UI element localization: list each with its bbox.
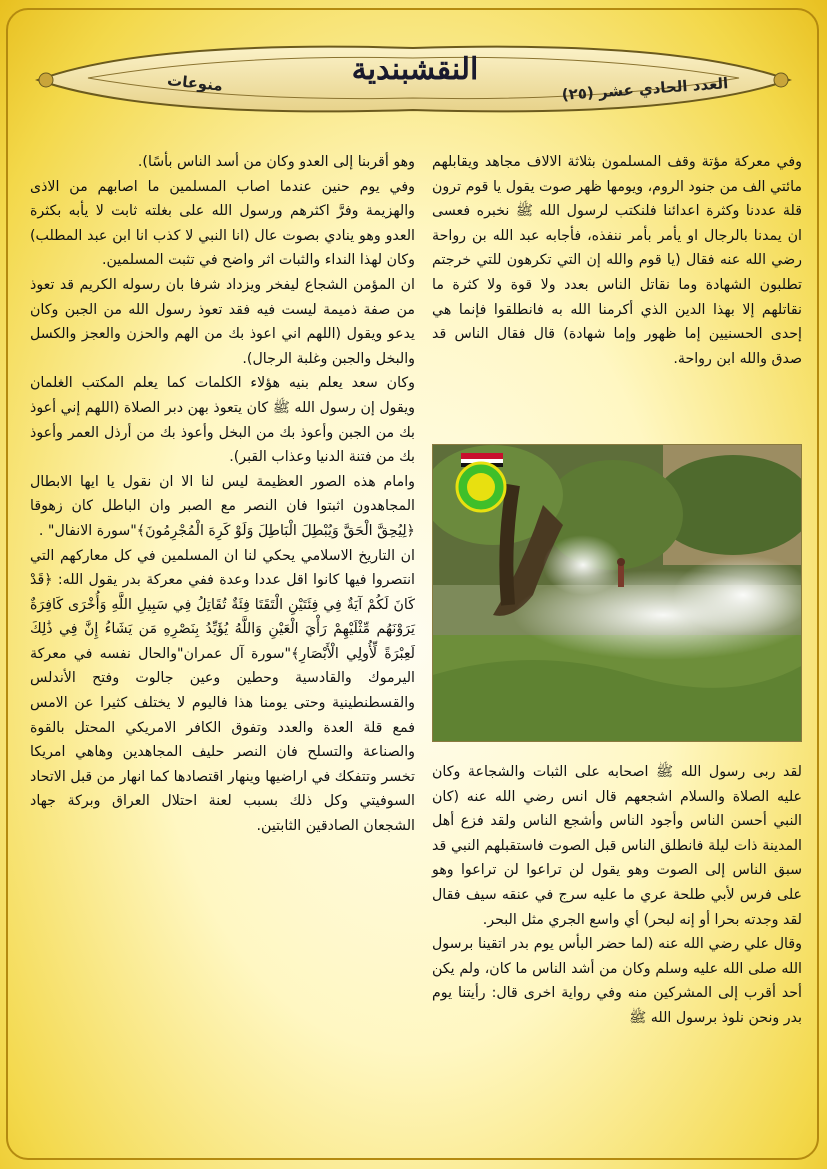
paragraph: وامام هذه الصور العظيمة ليس لنا الا ان نقول يا ايها الابطال المجاهدون اثبتوا فان النصر مع الصبر وان الباطل كان زهوقا ﴿لِيُحِقَّ الْحَقَّ وَيُبْطِلَ الْبَاطِلَ وَلَوْ كَرِهَ الْمُجْرِمُونَ﴾"سورة الانفال" . bbox=[30, 473, 415, 539]
right-column-bottom bbox=[432, 760, 802, 1031]
paragraph: لقد ربى رسول الله ﷺ اصحابه على الثبات والشجاعة وكان عليه الصلاة والسلام اشجعهم قال انس رضي الله عنه (كان النبي أحسن الناس وأجود الناس وأشجع الناس ولقد فزع أهل المدينة ذات ليلة فانطلق الناس قبل الصوت فاستقبلهم النبي قد سبق الناس إلى الصوت وهو يقول لن تراعوا لن تراعوا وهو على فرس لأبي طلحة عري ما عليه سرج في عنقه سيف فقال لقد وجدته بحرا أو إنه لبحر) أي واسع الجري مثل البحر. bbox=[432, 764, 802, 928]
issue-number: العدد الحادي عشر (٢٥) bbox=[561, 74, 729, 104]
paragraph: وهو أقربنا إلى العدو وكان من أسد الناس بأسًا). bbox=[137, 154, 415, 170]
paragraph: وكان سعد يعلم بنيه هؤلاء الكلمات كما يعلم المكتب الغلمان ويقول إن رسول الله ﷺ كان يتعوذ بهن دبر الصلاة (اللهم إني أعوذ بك من الجبن وأعوذ بك من البخل وأعوذ بك من أرذل العمر وأعوذ بك من فتنة الدنيا وعذاب القبر). bbox=[30, 375, 415, 466]
paragraph: وقال علي رضي الله عنه (لما حضر البأس يوم بدر اتقينا برسول الله صلى الله عليه وسلم وكان من أشد الناس ما كان، ولم يكن أحد أقرب إلى المشركين منه وفي رواية اخرى قال: رأيتنا يوم بدر ونحن نلوذ برسول الله ﷺ bbox=[432, 936, 802, 1026]
section-label: منوعات bbox=[166, 71, 224, 95]
forest-smoke-photo-icon bbox=[433, 445, 802, 742]
left-column bbox=[30, 150, 415, 839]
magazine-title: النقشبندية bbox=[351, 52, 479, 87]
paragraph: وفي يوم حنين عندما اصاب المسلمين ما اصابهم من الاذى والهزيمة وفرَّ اكثرهم ورسول الله على بغلته ثابت لا يأبه بكثرة العدو وهو ينادي بصوت عال (انا النبي لا كذب انا ابن عبد المطلب) وكان لهذا النداء والثبات اثر واضح في تثبت المسلمين. bbox=[30, 178, 415, 269]
article-photo bbox=[432, 444, 802, 742]
paragraph: وفي معركة مؤتة وقف المسلمون بثلاثة الالاف مجاهد ويقابلهم مائتي الف من جنود الروم، ويومها ظهر صوت يقول يا قوم ترون قلة عددنا وكثرة اعدائنا فلنكتب لرسول الله ﷺ نخبره فعسى ان يمدنا بالرجال او يأمر بأمر ننفذه، فأجابه عبد الله بن رواحة رضي الله عنه فقال (يا قوم والله إن التي تكرهون للتي خرجتم تطلبون الشهادة وما نقاتل الناس بعدد ولا قوة ولا كثرة ما نقاتلهم إلا بهذا الدين الذي أكرمنا الله به فانطلقوا فإنما هي إحدى الحسنيين إما ظهور وإما شهادة) قال فقال الناس قد صدق والله ابن رواحة. bbox=[432, 154, 802, 367]
paragraph: ان التاريخ الاسلامي يحكي لنا ان المسلمين في كل معاركهم التي انتصروا فيها كانوا اقل عددا وعدة ففي معركة بدر يقول الله: ﴿قَدْ كَانَ لَكُمْ آيَةٌ فِي فِئَتَيْنِ الْتَقَتَا فِئَةٌ تُقَاتِلُ فِي سَبِيلِ اللَّهِ وَأُخْرَى كَافِرَةٌ يَرَوْنَهُم مِّثْلَيْهِمْ رَأْيَ الْعَيْنِ وَاللَّهُ يُؤَيِّدُ بِنَصْرِهِ مَن يَشَاءُ إِنَّ فِي ذَٰلِكَ لَعِبْرَةً لِّأُولِي الْأَبْصَارِ﴾"سورة آل عمران"والحال نفسه في معركة اليرموك والقادسية وحطين وعين جالوت وفتح الأندلس والقسطنطينية وحتى يومنا هذا فاليوم لا يختلف كثيرا عن الامس فمع قلة العدة والعدد وتفوق الكافر الامريكي المحتل بالقوة والصناعة والتسلح فان النصر حليف المجاهدين وهاهي امريكا تخسر وتتفكك في اراضيها وينهار اقتصادها كما انهار من قبل الاتحاد السوفيتي وكل ذلك بسبب لعنة احتلال العراق وبركة جهاد الشجعان الصادقين الثابتين. bbox=[30, 547, 415, 835]
paragraph: ان المؤمن الشجاع ليفخر ويزداد شرفا بان رسوله الكريم قد تعوذ من صفة ذميمة ليست فيه فقد تعوذ رسول الله من الجبن وكان يدعو ويقول (اللهم اني اعوذ بك من الهم والحزن والعجز والكسل والبخل والجبن وغلبة الرجال). bbox=[30, 276, 415, 367]
right-column-top bbox=[432, 150, 802, 371]
